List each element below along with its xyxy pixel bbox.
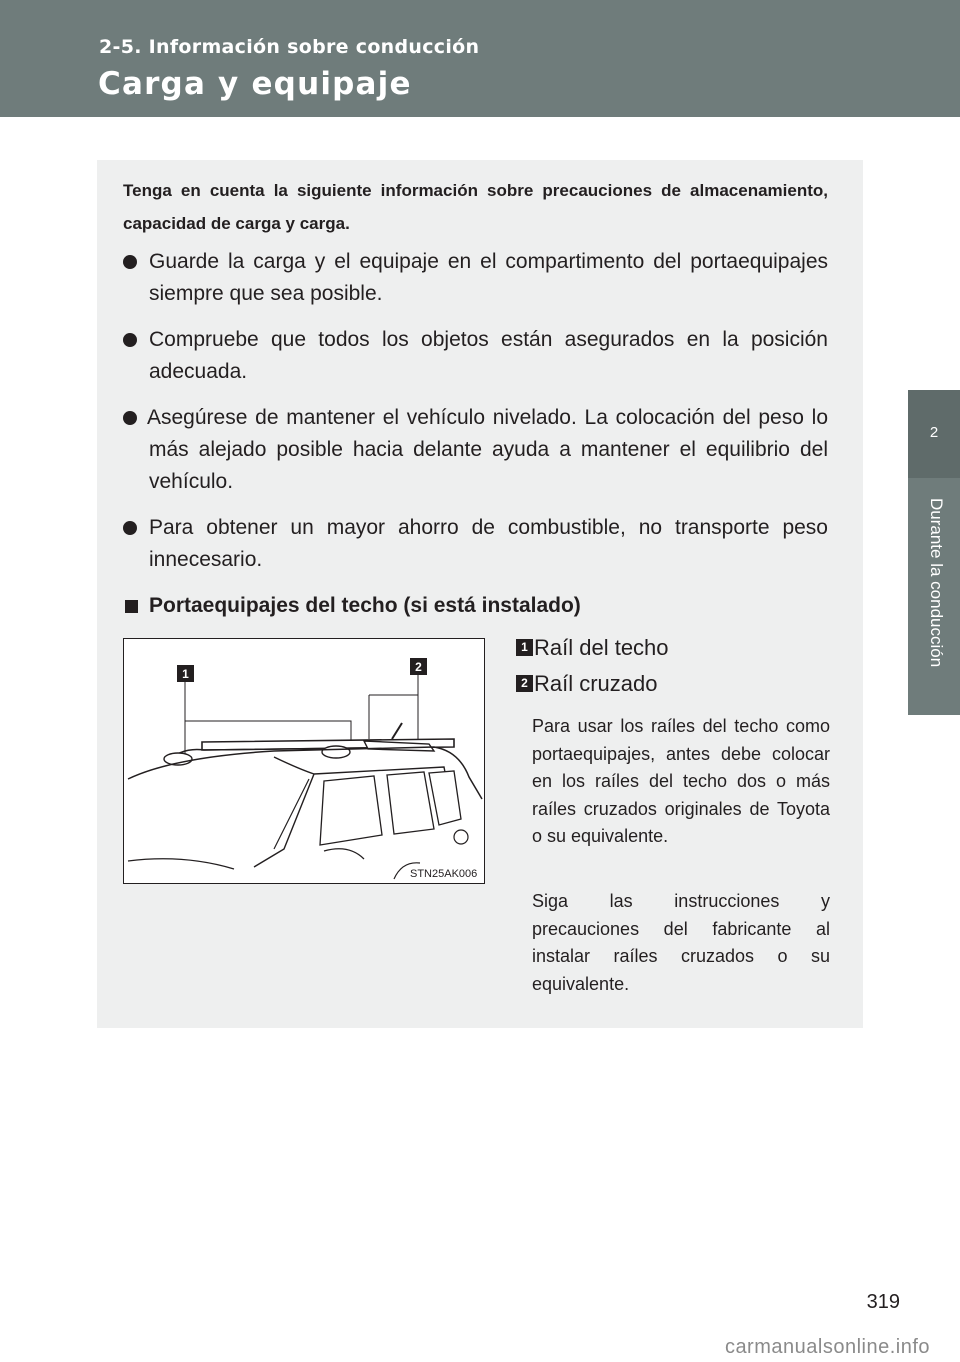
bullet-text: Guarde la carga y el equipaje en el compartimento del portaequipajes siempre que sea posible. bbox=[149, 250, 828, 305]
rear-window bbox=[320, 776, 382, 845]
quarter-window bbox=[387, 772, 434, 834]
bullet-dot-icon bbox=[123, 411, 137, 425]
rear-quarter-window bbox=[429, 771, 461, 825]
page-number: 319 bbox=[866, 1291, 900, 1313]
roof-rack-illustration bbox=[123, 638, 485, 884]
car-roof-diagram bbox=[124, 639, 483, 882]
fuel-cap bbox=[454, 830, 468, 844]
note-paragraph bbox=[532, 888, 830, 998]
bullet-item bbox=[123, 402, 828, 498]
watermark-bar[interactable] bbox=[0, 1336, 960, 1362]
watermark-text[interactable]: carmanualsonline.info bbox=[724, 1336, 930, 1358]
intro-text: Tenga en cuenta la siguiente información sobre precauciones de almacenamiento, capacidad de carga y carga. bbox=[123, 181, 828, 233]
bullet-text: Para obtener un mayor ahorro de combustible, no transporte peso innecesario. bbox=[149, 516, 828, 571]
chapter-label: Durante la conducción bbox=[927, 498, 946, 668]
page-title: Carga y equipaje bbox=[98, 66, 412, 102]
bullet-item bbox=[123, 246, 828, 310]
legend-item-cross-rail bbox=[516, 668, 816, 700]
content-box bbox=[97, 160, 863, 1028]
note-paragraph bbox=[532, 713, 830, 851]
legend-label: Raíl del techo bbox=[534, 635, 669, 660]
section-heading: 2-5. Información sobre conducción bbox=[99, 36, 480, 58]
chapter-header bbox=[0, 0, 960, 117]
callout-2-leader bbox=[369, 675, 418, 743]
hood-line bbox=[128, 859, 234, 869]
subheading-text: Portaequipajes del techo (si está instalado) bbox=[149, 594, 581, 617]
mirror bbox=[324, 849, 364, 859]
note-text: Para usar los raíles del techo como portaequipajes, antes debe colocar en los raíles del techo dos o más raíles cruzados originales de Toyota o su equivalente. bbox=[532, 716, 830, 846]
bullet-item bbox=[123, 324, 828, 388]
bullet-text: Compruebe que todos los objetos están asegurados en la posición adecuada. bbox=[149, 328, 828, 383]
bullet-dot-icon bbox=[123, 333, 137, 347]
legend-badge-2: 2 bbox=[516, 675, 533, 692]
bullet-dot-icon bbox=[123, 521, 137, 535]
bullet-text: Asegúrese de mantener el vehículo nivelado. La colocación del peso lo más alejado posible hacia delante ayuda a mantener el equilibrio del vehículo. bbox=[147, 406, 828, 493]
rail-mount-mid bbox=[322, 746, 350, 758]
chapter-number: 2 bbox=[929, 424, 939, 441]
subheading bbox=[123, 590, 828, 622]
bullet-dot-icon bbox=[123, 255, 137, 269]
callout-2-number: 2 bbox=[415, 660, 422, 674]
legend-item-roof-rail bbox=[516, 632, 816, 664]
note-text: Siga las instrucciones y precauciones del fabricante al instalar raíles cruzados o su equivalente. bbox=[532, 891, 830, 994]
bullet-item bbox=[123, 512, 828, 576]
square-bullet-icon bbox=[125, 600, 138, 613]
antenna bbox=[392, 723, 402, 739]
callout-1-number: 1 bbox=[182, 667, 189, 681]
legend-label: Raíl cruzado bbox=[534, 671, 658, 696]
figure-code: STN25AK006 bbox=[410, 868, 478, 880]
chapter-side-tab[interactable] bbox=[908, 390, 960, 715]
chapter-number-box bbox=[908, 390, 960, 478]
a-pillar bbox=[274, 779, 309, 849]
legend-badge-1: 1 bbox=[516, 639, 533, 656]
